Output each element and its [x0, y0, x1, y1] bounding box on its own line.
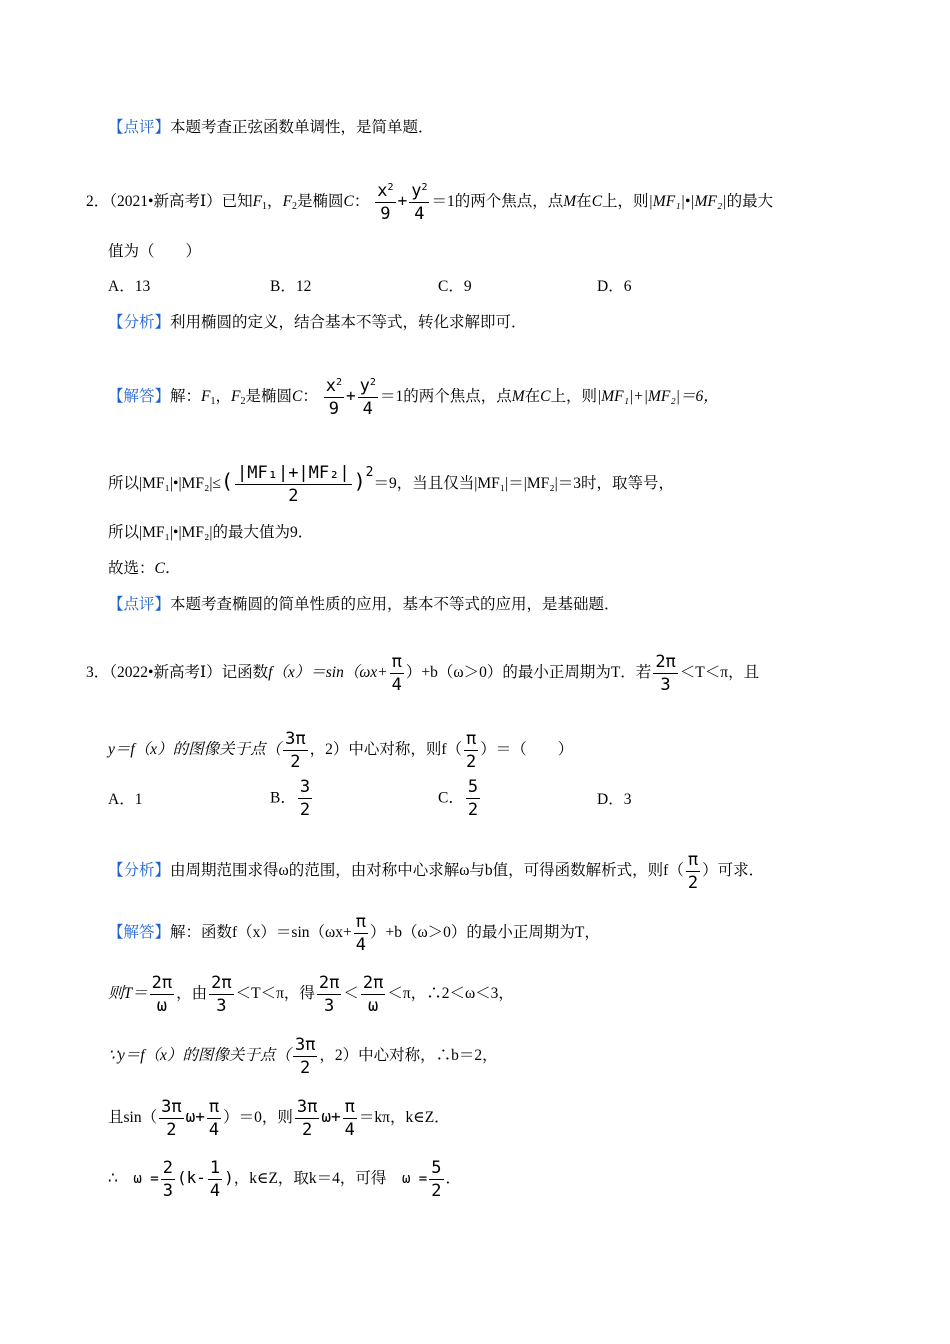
q2-analysis: 【分析】利用椭圆的定义，结合基本不等式，转化求解即可． [108, 314, 527, 331]
q3-solution-line1: 【解答】解：函数f（x）＝sin（ωx+ $\frac{\pi}{4}$ ）+b（ω＞0）的最小正周期为T， [108, 912, 600, 955]
comment-tag: 【点评】 [108, 119, 171, 136]
option-d[interactable]: D．6 [597, 278, 632, 295]
q2-solution-line1: 【解答】解：$F_1$，$F_2$是椭圆C： $\frac{x^2}{9}$ + $\frac{y^2}{4}$ ＝1的两个焦点，点M在C上，则|MF₁|+|MF₂|＝6， [108, 376, 719, 419]
question-number: 3． [86, 664, 110, 682]
q3-analysis: 【分析】由周期范围求得ω的范围，由对称中心求解ω与b值，可得函数解析式，则f（ $\frac{\pi}{2}$ ）可求． [108, 850, 765, 893]
q3-solution-line3: ∵y＝f（x）的图像关于点（ $\frac{3\pi}{2}$ ，2）中心对称，∴b＝2， [108, 1035, 498, 1078]
question-number: 2． [86, 193, 110, 211]
q3-solution-line2: 则T＝ $\frac{2\pi}{\omega}$ ，由 $\frac{2\pi}{3}$ ＜T＜π，得 $\frac{2\pi}{3}$ ＜ $\frac{2\pi}{\omega}$ ＜π，∴2＜ω＜3， [108, 973, 514, 1016]
option-c[interactable]: C． $\frac{5}{2}$ [438, 777, 479, 820]
q2-solution-line3: 所以|MF₁|•|MF₂|的最大值为9． [108, 524, 314, 541]
q3-stem-line1: 3．（2022•新高考Ⅰ）记函数f（x）＝sin（ωx+ $\frac{\pi}{4}$ ）+b（ω＞0）的最小正周期为T．若 $\frac{2\pi}{3}$ ＜T＜π，且 [86, 652, 760, 695]
q2-stem-line2: 值为（ ） [108, 243, 202, 260]
q2-choose: 故选：C． [108, 560, 181, 577]
fraction-x2-9: $\frac{x^2}{9}$ [377, 181, 394, 224]
option-a[interactable]: A．1 [108, 791, 143, 808]
q3-stem-line2: y＝f（x）的图像关于点（ $\frac{3\pi}{2}$ ，2）中心对称，则f（ $\frac{\pi}{2}$ ）＝（ ） [108, 729, 574, 772]
q2-solution-line2: 所以|MF₁|•|MF₂|≤( $\frac{\text{|MF₁|+|MF₂|}}{2}$ )$^2$＝9，当且仅当|MF₁|＝|MF₂|＝3时，取等号， [108, 463, 675, 506]
option-d[interactable]: D．3 [597, 791, 632, 808]
option-c[interactable]: C．9 [438, 278, 472, 295]
q2-comment: 【点评】本题考查椭圆的简单性质的应用，基本不等式的应用，是基础题． [108, 596, 620, 613]
q1-comment: 【点评】本题考查正弦函数单调性，是简单题． [108, 119, 434, 136]
option-b[interactable]: B．12 [270, 278, 312, 295]
option-b[interactable]: B． $\frac{3}{2}$ [270, 777, 311, 820]
fraction-sum-over-2: $\frac{\text{|MF₁|+|MF₂|}}{2}$ [237, 463, 350, 506]
fraction-y2-4: $\frac{y^2}{4}$ [411, 181, 428, 224]
q2-stem-line1: 2．（2021•新高考Ⅰ）已知$F_1$，$F_2$是椭圆C： $\frac{x^2}{9}$ + $\frac{y^2}{4}$ ＝1的两个焦点，点M在C上，则|MF₁|•|MF₂|的最大 [86, 181, 774, 224]
option-a[interactable]: A．13 [108, 278, 151, 295]
q3-solution-line5: ∴ ω = $\frac{2}{3}$ (k- $\frac{1}{4}$ )，k∈Z，取k＝4，可得 ω = $\frac{5}{2}$ ． [108, 1158, 462, 1201]
q3-solution-line4: 且sin（ $\frac{3\pi}{2}$ ω+ $\frac{\pi}{4}$ ）＝0，则 $\frac{3\pi}{2}$ ω+ $\frac{\pi}{4}$ ＝kπ，k∈Z． [108, 1097, 450, 1140]
